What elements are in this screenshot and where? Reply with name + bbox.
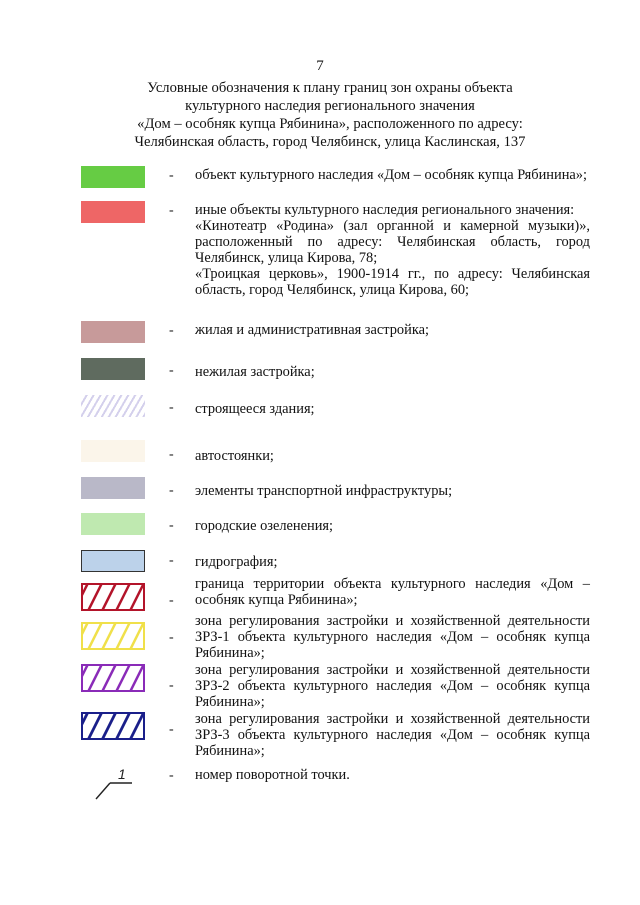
legend-swatch-territory-boundary: [81, 583, 145, 611]
legend-swatch-zrz-2: [81, 664, 145, 692]
legend-swatch-parking: [81, 440, 145, 462]
legend-subitem: «Кинотеатр «Родина» (зал органной и камерной музыки)», расположенный по адресу: Челябинская область, город Челябинск, улица Кирова, 78;: [195, 218, 590, 266]
legend-dash: -: [169, 722, 174, 737]
title-line: Челябинская область, город Челябинск, улица Каслинская, 137: [134, 134, 526, 150]
legend-dash: -: [169, 678, 174, 693]
legend-text-transport: элементы транспортной инфраструктуры;: [195, 483, 453, 499]
legend-dash: -: [169, 400, 174, 415]
legend-dash: -: [169, 768, 174, 783]
legend-dash: -: [169, 483, 174, 498]
legend-text-zrz-3: зона регулирования застройки и хозяйственной деятельности ЗРЗ-3 объекта культурного наследия «Дом – особняк купца Рябинина»;: [195, 711, 590, 759]
legend-swatch-residential: [81, 321, 145, 343]
title-line: Условные обозначения к плану границ зон охраны объекта: [147, 80, 513, 96]
legend-dash: -: [169, 363, 174, 378]
legend-dash: -: [169, 553, 174, 568]
hatch-blue-icon: [81, 712, 145, 740]
legend-symbol-turning-point: [92, 763, 136, 803]
legend-text-territory-boundary: граница территории объекта культурного наследия «Дом – особняк купца Рябинина»;: [195, 576, 590, 608]
legend-text-zrz-2: зона регулирования застройки и хозяйственной деятельности ЗРЗ-2 объекта культурного наследия «Дом – особняк купца Рябинина»;: [195, 662, 590, 710]
legend-dash: -: [169, 447, 174, 462]
legend-dash: -: [169, 518, 174, 533]
legend-text: иные объекты культурного наследия регионального значения:: [195, 202, 575, 218]
legend-text-green-areas: городские озеленения;: [195, 518, 334, 534]
legend-swatch-heritage-object: [81, 166, 145, 188]
legend-text-heritage-object: объект культурного наследия «Дом – особняк купца Рябинина»;: [195, 167, 587, 183]
legend-swatch-nonresidential: [81, 358, 145, 380]
legend-dash: -: [169, 323, 174, 338]
hatch-yellow-icon: [81, 622, 145, 650]
legend-text-hydrography: гидрография;: [195, 554, 278, 570]
legend-text-turning-point: номер поворотной точки.: [195, 767, 350, 783]
legend-swatch-hydrography: [81, 550, 145, 572]
legend-subitem: «Троицкая церковь», 1900-1914 гг., по адресу: Челябинская область, город Челябинск, улица Кирова, 60;: [195, 266, 590, 298]
hatch-purple-icon: [81, 664, 145, 692]
legend-text-under-construction: строящееся здания;: [195, 401, 315, 417]
legend-dash: -: [169, 630, 174, 645]
legend-swatch-zrz-3: [81, 712, 145, 740]
turning-point-label: 1: [118, 766, 126, 782]
legend-dash: -: [169, 203, 174, 218]
legend-swatch-other-heritage: [81, 201, 145, 223]
legend-dash: -: [169, 593, 174, 608]
legend-text-parking: автостоянки;: [195, 448, 274, 464]
page-number: 7: [316, 58, 324, 74]
legend-text-nonresidential: нежилая застройка;: [195, 364, 315, 380]
legend-text-residential: жилая и административная застройка;: [195, 322, 429, 338]
legend-swatch-transport: [81, 477, 145, 499]
hatch-red-icon: [81, 583, 145, 611]
legend-swatch-zrz-1: [81, 622, 145, 650]
title-line: культурного наследия регионального значения: [185, 98, 475, 114]
legend-text-other-heritage: [195, 202, 590, 298]
legend-dash: -: [169, 168, 174, 183]
legend-text-zrz-1: зона регулирования застройки и хозяйственной деятельности ЗРЗ-1 объекта культурного наследия «Дом – особняк купца Рябинина»;: [195, 613, 590, 661]
legend-swatch-under-construction: [81, 395, 145, 417]
turning-point-icon: [92, 763, 136, 803]
legend-swatch-green-areas: [81, 513, 145, 535]
title-line: «Дом – особняк купца Рябинина», расположенного по адресу:: [137, 116, 523, 132]
